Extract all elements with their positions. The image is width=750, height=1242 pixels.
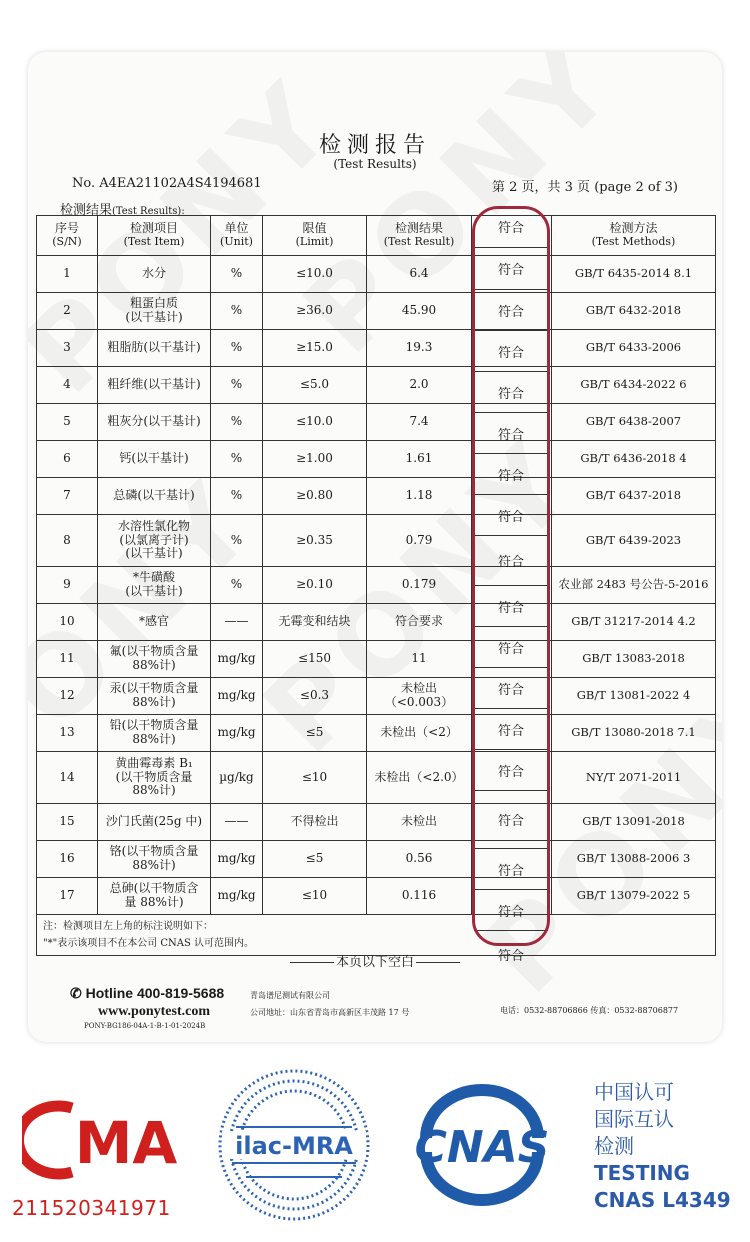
header-cn: 检测项目: [129, 221, 178, 236]
website: www.ponytest.com: [98, 1004, 210, 1019]
header-cell: [552, 216, 716, 256]
table-note-row: [37, 915, 716, 956]
header-cn: 检测方法: [609, 221, 658, 236]
cell-item: 总砷(以干物质含 量 88%计): [98, 878, 211, 915]
report-title: 检测报告: [318, 133, 431, 158]
table-row: [37, 715, 716, 752]
company-name: 青岛谱尼测试有限公司: [250, 991, 330, 1000]
cell-sn: 9: [37, 567, 98, 604]
cell-result: 19.3: [367, 330, 472, 367]
cell-item: 铅(以干物质含量 88%计): [98, 715, 211, 752]
table-row: [37, 878, 716, 915]
table-row: [37, 567, 716, 604]
cell-limit: ≤5: [263, 841, 367, 878]
conformity-cell: 符合: [474, 372, 548, 413]
table-header-row: [37, 216, 716, 256]
cell-limit: ≤10.0: [263, 404, 367, 441]
conformity-cell: 符合: [474, 709, 548, 750]
table-row: [37, 478, 716, 515]
accreditation-text: [594, 1079, 731, 1214]
table-row: [37, 752, 716, 804]
cell-method: GB/T 6434-2022 6: [552, 367, 716, 404]
cell-unit: %: [211, 367, 263, 404]
cell-unit: %: [211, 293, 263, 330]
header-en: (Test Item): [123, 235, 185, 249]
cell-unit: %: [211, 404, 263, 441]
cell-item: 水溶性氯化物 (以氯离子计) (以干基计): [98, 515, 211, 567]
cell-method: GB/T 6437-2018: [552, 478, 716, 515]
cell-result: 0.56: [367, 841, 472, 878]
header-en: (Test Methods): [591, 235, 676, 249]
cell-method: GB/T 6436-2018 4: [552, 441, 716, 478]
svg-text:CNAS: CNAS: [414, 1122, 550, 1173]
cell-unit: %: [211, 567, 263, 604]
conformity-cell: 符合: [474, 668, 548, 709]
cell-limit: ≤5: [263, 715, 367, 752]
cell-limit: ≥0.10: [263, 567, 367, 604]
cell-limit: ≤10: [263, 752, 367, 804]
cell-result: 未检出: [367, 804, 472, 841]
cell-result: 0.79: [367, 515, 472, 567]
cell-method: GB/T 13081-2022 4: [552, 678, 716, 715]
note-line: 注：检测项目左上角的标注说明如下：: [43, 921, 213, 932]
cell-item: 粗灰分(以干基计): [98, 404, 211, 441]
cell-result: 0.179: [367, 567, 472, 604]
conformity-cell: 符合: [474, 331, 548, 372]
cnas-logo-icon: [392, 1082, 572, 1206]
table-row: [37, 841, 716, 878]
cell-method: GB/T 6432-2018: [552, 293, 716, 330]
note-line: "*"表示该项目不在本公司 CNAS 认可范围内。: [43, 938, 255, 949]
cell-unit: mg/kg: [211, 641, 263, 678]
header-en: (S/N): [52, 235, 82, 249]
cell-sn: 7: [37, 478, 98, 515]
table-note: [37, 915, 716, 956]
cell-item: 水分: [98, 256, 211, 293]
cell-sn: 13: [37, 715, 98, 752]
cma-logo-icon: [22, 1100, 188, 1180]
conformity-cell: 符合: [474, 627, 548, 668]
results-table: [36, 215, 716, 956]
cell-item: 氟(以干物质含量 88%计): [98, 641, 211, 678]
header-cell: [263, 216, 367, 256]
cell-item: 沙门氏菌(25g 中): [98, 804, 211, 841]
cell-result: 45.90: [367, 293, 472, 330]
conformity-cell: 符合: [474, 290, 548, 331]
header-en: (Limit): [295, 235, 334, 249]
conformity-cell: 符合: [474, 413, 548, 454]
cell-limit: ≤10: [263, 878, 367, 915]
svg-text:MA: MA: [74, 1109, 178, 1177]
cell-unit: mg/kg: [211, 678, 263, 715]
cell-item: 粗脂肪(以干基计): [98, 330, 211, 367]
cell-method: GB/T 13079-2022 5: [552, 878, 716, 915]
cell-result: 6.4: [367, 256, 472, 293]
cell-method: GB/T 13088-2006 3: [552, 841, 716, 878]
cell-method: GB/T 13091-2018: [552, 804, 716, 841]
header-cn: 限值: [302, 221, 327, 236]
cell-unit: mg/kg: [211, 715, 263, 752]
cell-unit: ——: [211, 804, 263, 841]
svg-text:ilac-MRA: ilac-MRA: [235, 1132, 353, 1160]
cell-method: 农业部 2483 号公告-5-2016: [552, 567, 716, 604]
cell-unit: %: [211, 478, 263, 515]
header-cell: [367, 216, 472, 256]
results-label: 检测结果(Test Results):: [60, 203, 185, 218]
conformity-cell: 符合: [474, 536, 548, 586]
table-row: [37, 293, 716, 330]
cell-limit: ≤150: [263, 641, 367, 678]
cell-unit: µg/kg: [211, 752, 263, 804]
cell-item: 粗蛋白质 (以干基计): [98, 293, 211, 330]
cell-sn: 8: [37, 515, 98, 567]
header-en: (Test Result): [383, 235, 455, 249]
cell-method: GB/T 6435-2014 8.1: [552, 256, 716, 293]
table-row: [37, 515, 716, 567]
conformity-cell: 符合: [474, 454, 548, 495]
conformity-cell: 符合: [474, 248, 548, 290]
table-row: [37, 330, 716, 367]
conformity-cell: 符合: [474, 750, 548, 791]
table-row: [37, 641, 716, 678]
cell-limit: 无霉变和结块: [263, 604, 367, 641]
company-address: 公司地址：山东省青岛市高新区丰茂路 17 号: [250, 1007, 410, 1017]
cell-unit: %: [211, 441, 263, 478]
cell-unit: %: [211, 515, 263, 567]
report-subtitle: (Test Results): [333, 157, 417, 171]
cell-sn: 17: [37, 878, 98, 915]
blank-page-marker: 本页以下空白: [0, 951, 750, 970]
cell-limit: ≤0.3: [263, 678, 367, 715]
cell-method: GB/T 6439-2023: [552, 515, 716, 567]
accred-line: CNAS L4349: [594, 1188, 731, 1212]
table-row: [37, 678, 716, 715]
cell-item: 粗纤维(以干基计): [98, 367, 211, 404]
cell-limit: ≥15.0: [263, 330, 367, 367]
conformity-cell: 符合: [474, 849, 548, 890]
cell-method: GB/T 6438-2007: [552, 404, 716, 441]
table-row: [37, 804, 716, 841]
conformity-column: [474, 206, 548, 977]
cell-sn: 11: [37, 641, 98, 678]
cell-limit: ≤10.0: [263, 256, 367, 293]
conformity-cell: 符合: [474, 586, 548, 627]
cell-sn: 16: [37, 841, 98, 878]
cell-sn: 2: [37, 293, 98, 330]
cell-limit: 不得检出: [263, 804, 367, 841]
company-phone: 电话：0532-88706866 传真：0532-88706877: [500, 1006, 679, 1015]
cell-item: *感官: [98, 604, 211, 641]
accred-line: 中国认可: [594, 1080, 674, 1104]
cma-number: 211520341971: [12, 1196, 171, 1220]
cell-limit: ≥0.80: [263, 478, 367, 515]
table-row: [37, 404, 716, 441]
conformity-cell: 符合: [474, 495, 548, 536]
accred-line: TESTING: [594, 1161, 690, 1185]
cell-sn: 5: [37, 404, 98, 441]
cell-unit: ——: [211, 604, 263, 641]
report-number: No. A4EA21102A4S4194681: [72, 176, 262, 191]
cell-item: 总磷(以干基计): [98, 478, 211, 515]
conformity-cell: 符合: [474, 206, 548, 248]
cell-sn: 10: [37, 604, 98, 641]
hotline: ✆ Hotline 400-819-5688: [70, 985, 225, 1001]
conformity-cell: 符合: [474, 890, 548, 931]
cell-item: 汞(以干物质含量 88%计): [98, 678, 211, 715]
cell-unit: %: [211, 256, 263, 293]
cell-result: 未检出（<2.0）: [367, 752, 472, 804]
cell-method: GB/T 31217-2014 4.2: [552, 604, 716, 641]
company-info: [250, 988, 409, 1022]
cell-sn: 14: [37, 752, 98, 804]
footer-contact: [70, 985, 224, 1030]
table-row: [37, 604, 716, 641]
cell-result: 1.18: [367, 478, 472, 515]
cell-result: 2.0: [367, 367, 472, 404]
header-cell: [211, 216, 263, 256]
cell-result: 未检出 （<0.003）: [367, 678, 472, 715]
cell-result: 7.4: [367, 404, 472, 441]
cell-sn: 6: [37, 441, 98, 478]
header-cell: [98, 216, 211, 256]
cell-sn: 12: [37, 678, 98, 715]
table-row: [37, 256, 716, 293]
cell-sn: 1: [37, 256, 98, 293]
accred-line: 检测: [594, 1134, 634, 1158]
cell-method: GB/T 6433-2006: [552, 330, 716, 367]
cell-limit: ≥1.00: [263, 441, 367, 478]
cell-sn: 4: [37, 367, 98, 404]
header-cn: 序号: [54, 221, 79, 236]
cell-result: 未检出（<2）: [367, 715, 472, 752]
header-cell: [37, 216, 98, 256]
cell-result: 11: [367, 641, 472, 678]
cell-limit: ≤5.0: [263, 367, 367, 404]
accred-line: 国际互认: [594, 1107, 674, 1131]
header-cn: 检测结果: [394, 221, 443, 236]
conformity-cell: 符合: [497, 948, 524, 964]
header-en: (Unit): [220, 235, 253, 249]
cell-sn: 15: [37, 804, 98, 841]
cell-result: 符合要求: [367, 604, 472, 641]
document-code: PONY-BG186-04A-1-B-1-01-2024B: [84, 1022, 206, 1030]
cell-method: GB/T 13080-2018 7.1: [552, 715, 716, 752]
cell-limit: ≥36.0: [263, 293, 367, 330]
cell-item: *牛磺酸 (以干基计): [98, 567, 211, 604]
ilac-mra-logo-icon: [216, 1067, 372, 1223]
table-row: [37, 367, 716, 404]
cell-item: 铬(以干物质含量 88%计): [98, 841, 211, 878]
cell-item: 钙(以干基计): [98, 441, 211, 478]
cell-item: 黄曲霉毒素 B₁ (以干物质含量 88%计): [98, 752, 211, 804]
cell-sn: 3: [37, 330, 98, 367]
cell-result: 1.61: [367, 441, 472, 478]
cell-result: 0.116: [367, 878, 472, 915]
table-body: [37, 256, 716, 956]
cell-unit: %: [211, 330, 263, 367]
cell-unit: mg/kg: [211, 841, 263, 878]
header-cn: 单位: [224, 221, 249, 236]
cell-method: NY/T 2071-2011: [552, 752, 716, 804]
table-row: [37, 441, 716, 478]
page-indicator: 第 2 页，共 3 页 (page 2 of 3): [491, 180, 678, 195]
cell-unit: mg/kg: [211, 878, 263, 915]
conformity-cell: 符合: [474, 791, 548, 849]
cell-method: GB/T 13083-2018: [552, 641, 716, 678]
cell-limit: ≥0.35: [263, 515, 367, 567]
